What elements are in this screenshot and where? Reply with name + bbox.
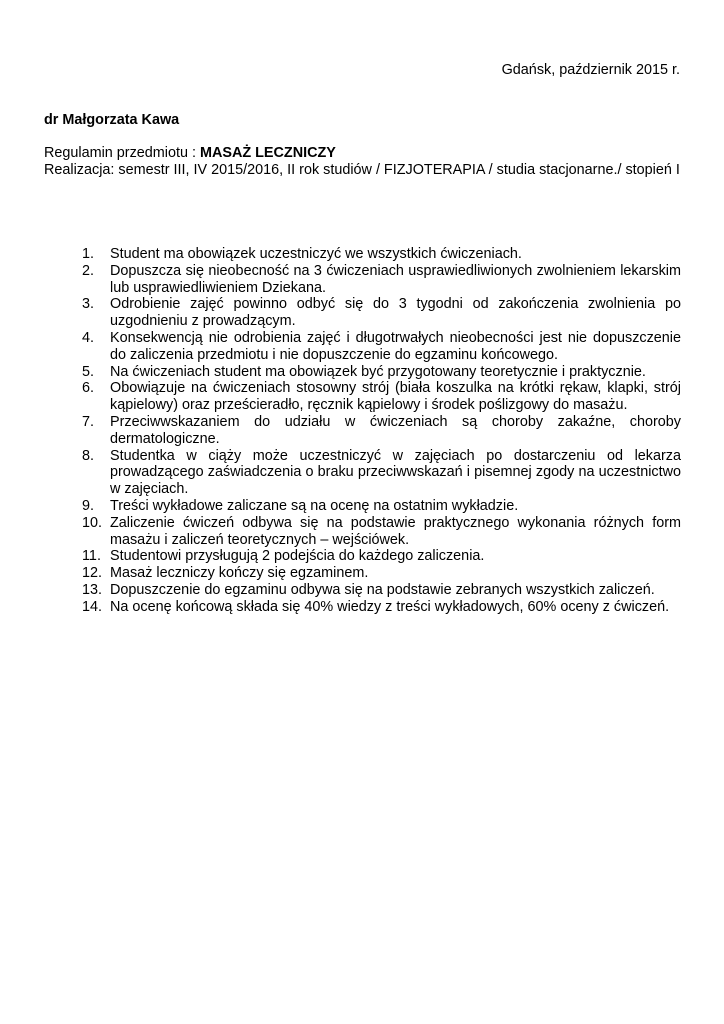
- rule-number: 14.: [82, 598, 103, 615]
- rule-number: 13.: [82, 581, 103, 598]
- subject-label: Regulamin przedmiotu :: [44, 145, 200, 161]
- rule-number: 10.: [82, 514, 103, 531]
- realizacja-line: Realizacja: semestr III, IV 2015/2016, II rok studiów / FIZJOTERAPIA / studia stacjonarne./ stopień I: [44, 162, 680, 178]
- rule-text: Dopuszcza się nieobecność na 3 ćwiczeniach usprawiedliwionych zwolnieniem lekarskim lub usprawiedliwieniem Dziekana.: [110, 262, 681, 296]
- rule-text: Studentowi przysługują 2 podejścia do każdego zaliczenia.: [110, 548, 485, 565]
- rule-text: Masaż leczniczy kończy się egzaminem.: [110, 565, 369, 582]
- rule-item: [82, 498, 681, 515]
- document-date: Gdańsk, październik 2015 r.: [501, 62, 680, 78]
- subject-line: [44, 145, 336, 162]
- rule-number: 4.: [82, 329, 95, 346]
- rule-text: Dopuszczenie do egzaminu odbywa się na podstawie zebranych wszystkich zaliczeń.: [110, 581, 655, 598]
- document-author: dr Małgorzata Kawa: [44, 112, 180, 128]
- rule-item: [82, 330, 681, 364]
- rule-item: [82, 599, 681, 616]
- rule-item: [82, 582, 681, 599]
- rule-number: 11.: [82, 548, 101, 565]
- rule-text: Student ma obowiązek uczestniczyć we wszystkich ćwiczeniach.: [110, 246, 522, 262]
- rule-item: [82, 515, 681, 549]
- rule-item: [82, 548, 681, 565]
- rule-item: [82, 565, 681, 582]
- rule-item: [82, 364, 681, 381]
- rule-item: [82, 380, 681, 414]
- rule-number: 1.: [82, 246, 95, 262]
- rule-number: 9.: [82, 497, 95, 514]
- rule-item: [82, 414, 681, 448]
- rule-number: 2.: [82, 262, 95, 279]
- rule-number: 3.: [82, 296, 95, 313]
- rule-item: [82, 246, 681, 263]
- rule-text: Odrobienie zajęć powinno odbyć się do 3 tygodni od zakończenia zwolnienia po uzgodnieniu z prowadzącym.: [110, 296, 681, 330]
- rule-item: [82, 448, 681, 498]
- rule-item: [82, 263, 681, 297]
- rule-text: Studentka w ciąży może uczestniczyć w zajęciach po dostarczeniu od lekarza prowadzącego zaświadczenia o braku przeciwwskazań i pisemnej zgody na uczestnictwo w zajęciach.: [110, 447, 681, 498]
- rule-text: Przeciwwskazaniem do udziału w ćwiczeniach są choroby zakaźne, choroby dermatologiczne.: [110, 413, 681, 447]
- rule-number: 12.: [82, 565, 103, 582]
- rule-text: Na ćwiczeniach student ma obowiązek być przygotowany teoretycznie i praktycznie.: [110, 363, 646, 380]
- subject-name: MASAŻ LECZNICZY: [199, 145, 336, 161]
- rule-text: Zaliczenie ćwiczeń odbywa się na podstawie praktycznego wykonania różnych form masażu i zaliczeń teoretycznych – wejściówek.: [110, 514, 681, 548]
- rule-number: 6.: [82, 380, 95, 397]
- rule-text: Konsekwencją nie odrobienia zajęć i długotrwałych nieobecności jest nie dopuszczenie do zaliczenia przedmiotu i nie dopuszczenie do egzaminu końcowego.: [110, 329, 681, 363]
- rule-number: 7.: [82, 413, 95, 430]
- rule-item: [82, 296, 681, 330]
- rule-text: Treści wykładowe zaliczane są na ocenę na ostatnim wykładzie.: [110, 497, 519, 514]
- rule-number: 8.: [82, 447, 95, 464]
- rule-text: Na ocenę końcową składa się 40% wiedzy z treści wykładowych, 60% oceny z ćwiczeń.: [110, 598, 670, 615]
- rule-text: Obowiązuje na ćwiczeniach stosowny strój (biała koszulka na krótki rękaw, klapki, strój kąpielowy) oraz prześcieradło, ręcznik kąpielowy i środek poślizgowy do masażu.: [110, 380, 681, 414]
- rule-number: 5.: [82, 363, 95, 380]
- rules-list: [82, 246, 681, 616]
